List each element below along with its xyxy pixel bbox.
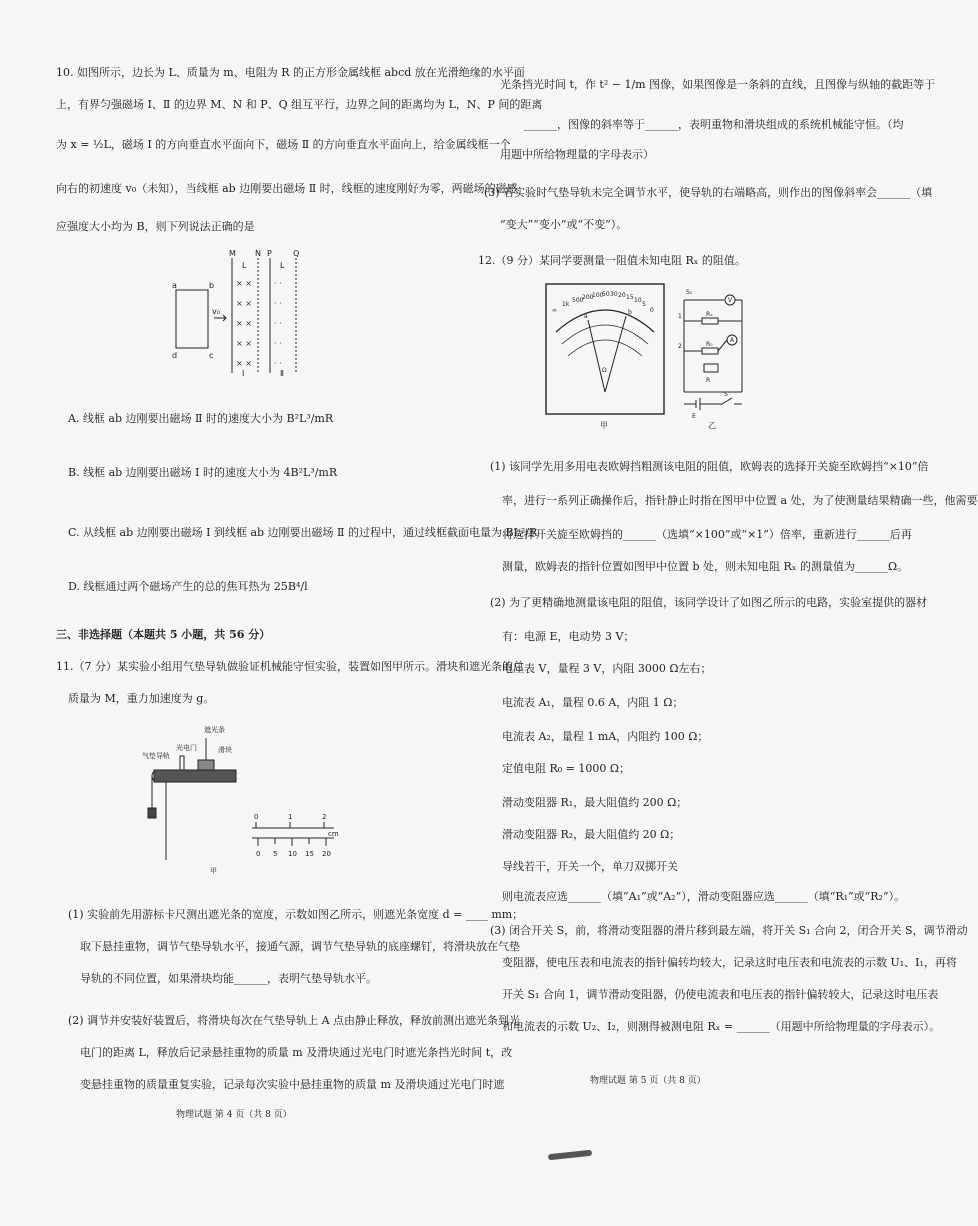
label-b: b [209,281,215,290]
scale-bottom-0: 0 [256,850,261,858]
label-light-bar: 遮光条 [204,726,225,734]
q12-part1-line4: 测量，欧姆表的指针位置如图甲中位置 b 处，则未知电阻 Rₓ 的测量值为______Ω。 [502,560,909,573]
label-slider: 滑块 [218,746,232,754]
meter-tick-200: 200 [582,294,594,301]
q12-equip-voltmeter: 电压表 V，量程 3 V，内阻 3000 Ω左右； [502,662,712,675]
q11-part1-line3: 导轨的不同位置，如果滑块均能______，表明气垫导轨水平。 [80,972,377,985]
q11-line1: 11.（7 分）某实验小组用气垫导轨做验证机械能守恒实验，装置如图甲所示。滑块和遮光条的总 [56,660,524,673]
svg-text:× ×: × × [236,359,252,368]
meter-tick-1k: 1k [562,301,570,308]
q10-option-c: C. 从线框 ab 边刚要出磁场 Ⅰ 到线框 ab 边刚要出磁场 Ⅱ 的过程中，通过线框截面电量为 BL²/R [68,526,538,539]
q12-line1: 12.（9 分）某同学要测量一阻值未知电阻 Rₓ 的阻值。 [478,254,746,267]
label-field-I: Ⅰ [242,369,245,378]
meter-tick-5: 5 [642,301,646,308]
label-field-II: Ⅱ [280,369,284,378]
scale-bottom-15: 15 [305,850,314,858]
q10-option-d: D. 线框通过两个磁场产生的总的焦耳热为 25B⁴/l [68,580,308,593]
q10-line2: 上，有界匀强磁场 Ⅰ、Ⅱ 的边界 M、N 和 P、Q 组互平行，边界之间的距离均为 L，N、P 间的距离 [56,98,543,111]
label-M: M [229,249,236,258]
q10-line5: 应强度大小均为 B，则下列说法正确的是 [56,220,255,233]
q12-part1-line1: (1) 该同学先用多用电表欧姆挡粗测该电阻的阻值，欧姆表的选择开关旋至欧姆挡“×10”倍 [490,460,929,473]
circuit-A: A [730,337,735,344]
q12-part3-line1: (3) 闭合开关 S，前，将滑动变阻器的滑片移到最左端，将开关 S₁ 合向 2，闭合开关 S，调节滑动 [490,924,968,937]
label-Q: Q [293,249,300,258]
svg-text:· ·: · · [274,279,282,288]
q12-part3-line2: 变阻器，使电压表和电流表的指针偏转均较大，记录这时电压表和电流表的示数 U₁、I₁，再将 [502,956,957,969]
circuit-node-1: 1 [678,313,682,320]
svg-text:· ·: · · [274,339,282,348]
circuit-V: V [728,297,733,304]
svg-text:× ×: × × [236,339,252,348]
q11-part2-line1: (2) 调节并安装好装置后，将滑块每次在气垫导轨上 A 点由静止释放，释放前测出遮光条到光 [68,1014,521,1027]
svg-text:× ×: × × [236,319,252,328]
q12-equip-wires: 导线若干，开关一个，单刀双掷开关 [502,860,678,873]
meter-tick-0: 0 [650,307,654,314]
q11-part3-line1: (3) 若实验时气垫导轨未完全调节水平，使导轨的右端略高，则作出的图像斜率会______（填 [484,186,933,199]
page-5-footer: 物理试题 第 5 页（共 8 页） [590,1076,706,1086]
meter-tick-500: 500 [572,297,584,304]
svg-text:· ·: · · [274,359,282,368]
scan-mark [548,1150,592,1161]
scale-unit: cm [328,830,339,838]
label-L1: L [242,261,247,270]
label-d: d [172,351,178,360]
meter-tick-10: 10 [634,297,642,304]
svg-text:× ×: × × [236,279,252,288]
label-photogate: 光电门 [176,744,197,752]
circuit-node-2: 2 [678,343,682,350]
q12-part1-line3: 将选择开关旋至欧姆挡的______（选填“×100”或“×1”）倍率，重新进行______后再 [502,528,912,541]
q12-equip-ammeter-a2: 电流表 A₂，量程 1 mA，内阻约 100 Ω； [502,730,709,743]
scale-bottom-5: 5 [273,850,278,858]
label-L2: L [280,261,285,270]
q11-part1-line1: (1) 实验前先用游标卡尺测出遮光条的宽度，示数如图乙所示，则遮光条宽度 d = ____ mm； [68,908,524,921]
label-c: c [209,351,214,360]
q12-equip-resistor-r0: 定值电阻 R₀ = 1000 Ω； [502,762,631,775]
q12-equip-rheostat-r2: 滑动变阻器 R₂，最大阻值约 20 Ω； [502,828,681,841]
scale-top-2: 2 [322,813,327,821]
scale-top-1: 1 [288,813,293,821]
q12-part2-choice: 则电流表应选______（填“A₁”或“A₂”），滑动变阻器应选______（填“R₁”或“R₂”）。 [502,890,906,903]
q12-circuit-figure [676,282,748,432]
q11-fig-label: 甲 [210,867,217,875]
meter-ohm-symbol: Ω [602,367,607,374]
label-air-rail: 气垫导轨 [142,752,170,760]
q10-line1: 10. 如图所示，边长为 L、质量为 m、电阻为 R 的正方形金属线框 abcd 放在光滑绝缘的水平面 [56,66,525,79]
svg-text:· ·: · · [274,319,282,328]
q11-cont-line3: 用题中所给物理量的字母表示） [500,148,654,161]
circuit-Rx: Rₓ [706,311,713,318]
q10-figure [160,248,310,383]
q11-cont-line2: ______，图像的斜率等于______，表明重物和滑块组成的系统机械能守恒。（均 [524,118,904,131]
page-4-footer: 物理试题 第 4 页（共 8 页） [176,1110,292,1120]
circuit-R: R [706,377,711,384]
q12-part2-line2: 有：电源 E，电动势 3 V； [502,630,635,643]
svg-text:× ×: × × [236,299,252,308]
circuit-E: E [692,413,696,420]
meter-tick-30: 30 [610,291,618,298]
q11-part2-line3: 变悬挂重物的质量重复实验，记录每次实验中悬挂重物的质量 m 及滑块通过光电门时遮 [80,1078,505,1091]
q11-cont-line1: 光条挡光时间 t，作 t² − 1/m 图像，如果图像是一条斜的直线，且图像与纵轴的截距等于 [500,78,936,91]
q12-part3-line4: 和电流表的示数 U₂、I₂，则测得被测电阻 Rₓ = ______（用题中所给物理量的字母表示）。 [502,1020,941,1033]
scale-bottom-10: 10 [288,850,297,858]
label-P: P [267,249,272,258]
q12-fig-a-label: 甲 [600,421,608,430]
meter-pointer-b: b [628,309,632,316]
scale-top-0: 0 [254,813,259,821]
q11-line2: 质量为 M，重力加速度为 g。 [68,692,215,705]
svg-text:· ·: · · [274,299,282,308]
meter-tick-inf: ∞ [552,307,557,314]
q11-part2-line2: 电门的距离 L，释放后记录悬挂重物的质量 m 及滑块通过光电门时遮光条挡光时间 t，改 [80,1046,513,1059]
label-N: N [255,249,261,258]
q11-part3-line2: “变大”“变小”或“不变”）。 [500,218,628,231]
circuit-R0: R₀ [706,341,713,348]
meter-tick-20: 20 [618,292,626,299]
q10-line4: 向右的初速度 v₀（未知），当线框 ab 边刚要出磁场 Ⅱ 时，线框的速度刚好为零，两磁场的磁感 [56,182,518,195]
circuit-S: S [724,391,728,398]
q10-option-b: B. 线框 ab 边刚要出磁场 Ⅰ 时的速度大小为 4B²L³/mR [68,466,338,479]
q10-option-a: A. 线框 ab 边刚要出磁场 Ⅱ 时的速度大小为 B²L³/mR [68,412,334,425]
q12-multimeter-figure [544,282,668,432]
section-3-heading: 三、非选择题（本题共 5 小题，共 56 分） [56,628,271,641]
q11-part1-line2: 取下悬挂重物，调节气垫导轨水平，接通气源，调节气垫导轨的底座螺钉，将滑块放在气垫 [80,940,520,953]
label-v0: v₀ [212,307,220,316]
q12-equip-rheostat-r1: 滑动变阻器 R₁，最大阻值约 200 Ω； [502,796,688,809]
scale-bottom-20: 20 [322,850,331,858]
q10-line3: 为 x = ½L，磁场 Ⅰ 的方向垂直水平面向下，磁场 Ⅱ 的方向垂直水平面向上，给金属线框一个 [56,138,511,151]
q12-fig-b-label: 乙 [708,421,716,430]
circuit-S1: S₁ [686,289,693,296]
q12-part3-line3: 开关 S₁ 合向 1，调节滑动变阻器，仍使电流表和电压表的指针偏转较大，记录这时电压表 [502,988,939,1001]
label-a: a [172,281,177,290]
q12-equip-ammeter-a1: 电流表 A₁，量程 0.6 A，内阻 1 Ω； [502,696,684,709]
q11-vernier-scale [250,810,340,870]
meter-pointer-a: a [584,313,588,320]
meter-tick-15: 15 [626,294,634,301]
meter-tick-100: 100 [592,292,604,299]
meter-tick-50: 50 [602,291,610,298]
q12-part2-line1: (2) 为了更精确地测量该电阻的阻值，该同学设计了如图乙所示的电路，实验室提供的器材 [490,596,928,609]
q12-part1-line2: 率，进行一系列正确操作后，指针静止时指在图甲中位置 a 处，为了使测量结果精确一些，他需要 [502,494,978,507]
